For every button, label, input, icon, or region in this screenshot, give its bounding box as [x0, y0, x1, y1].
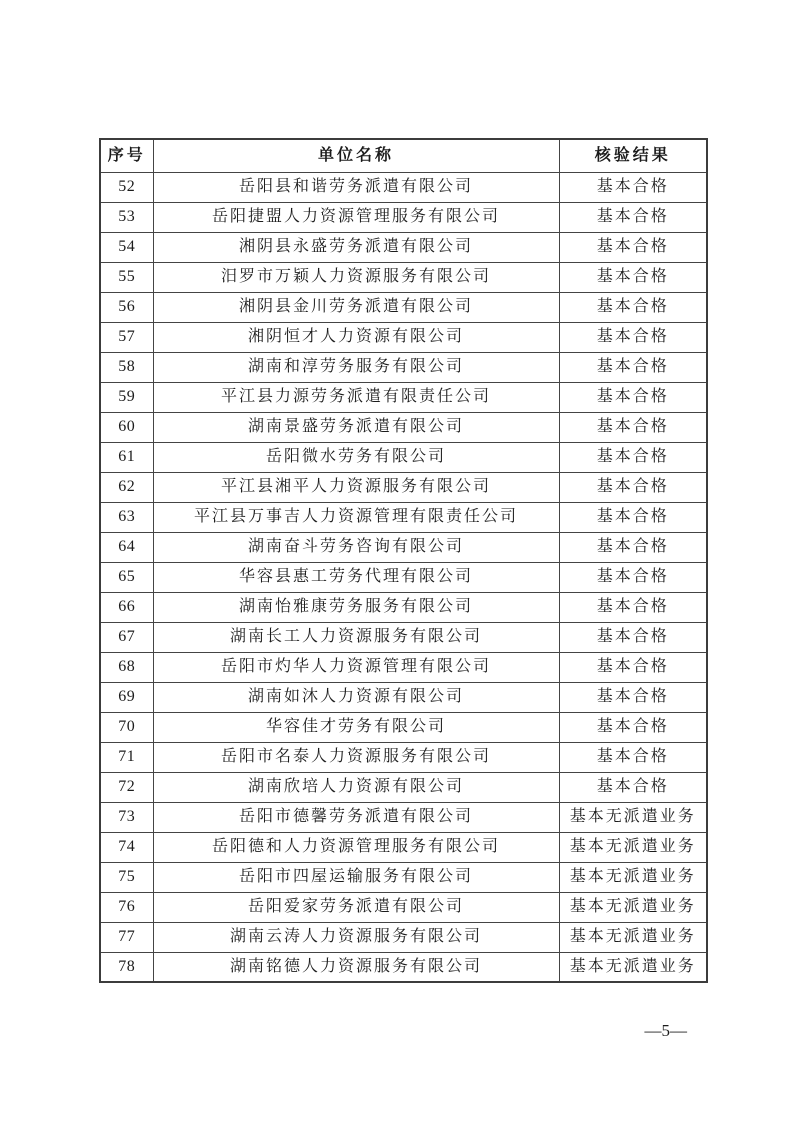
table-row: [100, 922, 707, 952]
serial-cell: 52: [100, 172, 153, 202]
result-cell: 基本无派遣业务: [559, 862, 707, 892]
serial-cell: 59: [100, 382, 153, 412]
table-row: [100, 952, 707, 982]
result-cell: 基本合格: [559, 652, 707, 682]
serial-cell: 78: [100, 952, 153, 982]
table-row: [100, 562, 707, 592]
unit-name-cell: 湖南景盛劳务派遣有限公司: [153, 412, 559, 442]
result-cell: 基本合格: [559, 622, 707, 652]
result-cell: 基本无派遣业务: [559, 802, 707, 832]
table-row: [100, 682, 707, 712]
serial-cell: 74: [100, 832, 153, 862]
serial-cell: 68: [100, 652, 153, 682]
result-cell: 基本合格: [559, 592, 707, 622]
table-row: [100, 442, 707, 472]
result-cell: 基本合格: [559, 712, 707, 742]
unit-name-cell: 湖南铭德人力资源服务有限公司: [153, 952, 559, 982]
result-cell: 基本合格: [559, 202, 707, 232]
result-cell: 基本合格: [559, 322, 707, 352]
result-cell: 基本合格: [559, 172, 707, 202]
serial-cell: 55: [100, 262, 153, 292]
table-row: [100, 472, 707, 502]
result-cell: 基本无派遣业务: [559, 832, 707, 862]
serial-cell: 60: [100, 412, 153, 442]
table-row: [100, 802, 707, 832]
result-cell: 基本合格: [559, 352, 707, 382]
table-row: [100, 622, 707, 652]
unit-name-cell: 湖南云涛人力资源服务有限公司: [153, 922, 559, 952]
result-cell: 基本无派遣业务: [559, 952, 707, 982]
serial-cell: 64: [100, 532, 153, 562]
unit-name-cell: 湘阴县金川劳务派遣有限公司: [153, 292, 559, 322]
table-row: [100, 322, 707, 352]
result-cell: 基本无派遣业务: [559, 922, 707, 952]
unit-name-cell: 岳阳市名泰人力资源服务有限公司: [153, 742, 559, 772]
unit-name-cell: 湖南奋斗劳务咨询有限公司: [153, 532, 559, 562]
serial-cell: 72: [100, 772, 153, 802]
serial-cell: 61: [100, 442, 153, 472]
result-cell: 基本合格: [559, 682, 707, 712]
unit-name-cell: 岳阳德和人力资源管理服务有限公司: [153, 832, 559, 862]
table-row: [100, 652, 707, 682]
unit-name-cell: 岳阳县和谐劳务派遣有限公司: [153, 172, 559, 202]
table-row: [100, 202, 707, 232]
result-cell: 基本合格: [559, 382, 707, 412]
result-cell: 基本合格: [559, 412, 707, 442]
unit-name-cell: 平江县万事吉人力资源管理有限责任公司: [153, 502, 559, 532]
unit-name-cell: 湘阴县永盛劳务派遣有限公司: [153, 232, 559, 262]
unit-name-cell: 湘阴恒才人力资源有限公司: [153, 322, 559, 352]
unit-name-cell: 湖南长工人力资源服务有限公司: [153, 622, 559, 652]
unit-name-cell: 平江县力源劳务派遣有限责任公司: [153, 382, 559, 412]
serial-cell: 56: [100, 292, 153, 322]
table-row: [100, 352, 707, 382]
unit-name-cell: 岳阳市四屋运输服务有限公司: [153, 862, 559, 892]
unit-name-cell: 湖南怡雅康劳务服务有限公司: [153, 592, 559, 622]
result-cell: 基本合格: [559, 562, 707, 592]
serial-cell: 70: [100, 712, 153, 742]
serial-cell: 77: [100, 922, 153, 952]
result-cell: 基本合格: [559, 292, 707, 322]
table-row: [100, 742, 707, 772]
result-cell: 基本合格: [559, 262, 707, 292]
serial-cell: 65: [100, 562, 153, 592]
result-cell: 基本合格: [559, 772, 707, 802]
serial-cell: 73: [100, 802, 153, 832]
column-header-unit-name: 单位名称: [153, 139, 559, 172]
page-number: —5—: [644, 1021, 687, 1040]
serial-cell: 62: [100, 472, 153, 502]
unit-name-cell: 岳阳微水劳务有限公司: [153, 442, 559, 472]
unit-name-cell: 湖南如沐人力资源有限公司: [153, 682, 559, 712]
unit-name-cell: 华容县惠工劳务代理有限公司: [153, 562, 559, 592]
column-header-serial-number: 序号: [100, 139, 153, 172]
result-cell: 基本合格: [559, 502, 707, 532]
serial-cell: 57: [100, 322, 153, 352]
serial-cell: 54: [100, 232, 153, 262]
serial-cell: 75: [100, 862, 153, 892]
table-row: [100, 712, 707, 742]
table-row: [100, 412, 707, 442]
serial-cell: 63: [100, 502, 153, 532]
serial-cell: 71: [100, 742, 153, 772]
unit-name-cell: 平江县湘平人力资源服务有限公司: [153, 472, 559, 502]
result-cell: 基本合格: [559, 742, 707, 772]
result-cell: 基本合格: [559, 442, 707, 472]
serial-cell: 58: [100, 352, 153, 382]
verification-result-table: [99, 138, 708, 983]
table-row: [100, 382, 707, 412]
result-cell: 基本合格: [559, 232, 707, 262]
serial-cell: 53: [100, 202, 153, 232]
table-row: [100, 592, 707, 622]
table-row: [100, 502, 707, 532]
table-row: [100, 532, 707, 562]
serial-cell: 76: [100, 892, 153, 922]
unit-name-cell: 岳阳捷盟人力资源管理服务有限公司: [153, 202, 559, 232]
column-header-verification-result: 核验结果: [559, 139, 707, 172]
serial-cell: 66: [100, 592, 153, 622]
result-cell: 基本合格: [559, 472, 707, 502]
table-row: [100, 172, 707, 202]
table-row: [100, 772, 707, 802]
unit-name-cell: 湖南和淳劳务服务有限公司: [153, 352, 559, 382]
table-row: [100, 892, 707, 922]
unit-name-cell: 汨罗市万颖人力资源服务有限公司: [153, 262, 559, 292]
table-header-row: [100, 139, 707, 172]
unit-name-cell: 岳阳爱家劳务派遣有限公司: [153, 892, 559, 922]
result-cell: 基本无派遣业务: [559, 892, 707, 922]
result-cell: 基本合格: [559, 532, 707, 562]
unit-name-cell: 湖南欣培人力资源有限公司: [153, 772, 559, 802]
table-body: [100, 172, 707, 982]
serial-cell: 67: [100, 622, 153, 652]
table-row: [100, 832, 707, 862]
table-row: [100, 862, 707, 892]
unit-name-cell: 岳阳市德馨劳务派遣有限公司: [153, 802, 559, 832]
unit-name-cell: 岳阳市灼华人力资源管理有限公司: [153, 652, 559, 682]
table-row: [100, 292, 707, 322]
serial-cell: 69: [100, 682, 153, 712]
table-row: [100, 232, 707, 262]
unit-name-cell: 华容佳才劳务有限公司: [153, 712, 559, 742]
table-row: [100, 262, 707, 292]
